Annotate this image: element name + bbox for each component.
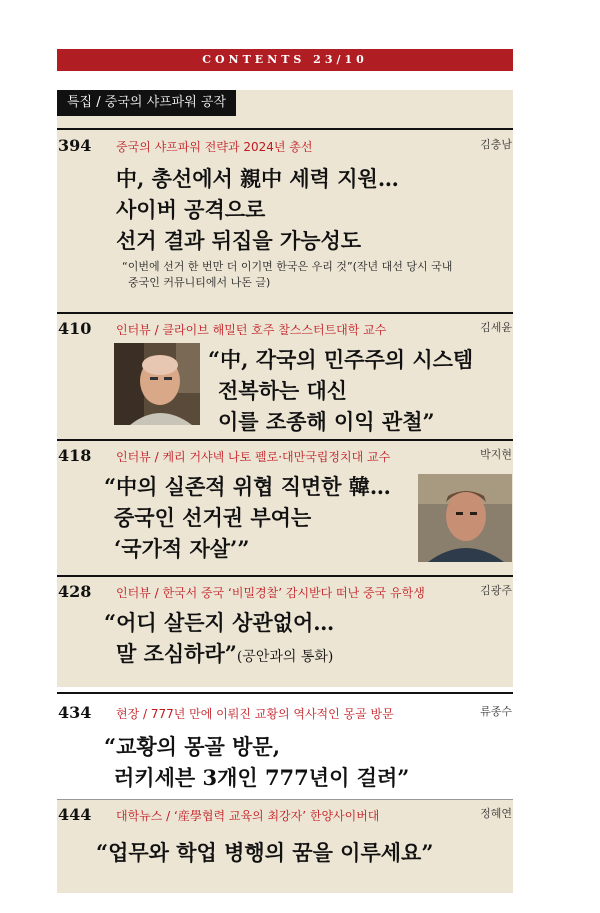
article-author: 김세윤 bbox=[480, 321, 512, 334]
article-author: 박지현 bbox=[480, 448, 512, 461]
page-number: 428 bbox=[58, 582, 92, 601]
article-headline bbox=[104, 471, 391, 564]
headline-line: “어디 살든지 상관없어… bbox=[104, 610, 335, 635]
divider-rule bbox=[57, 799, 513, 800]
article-kicker: 대학뉴스 / ‘産學협력 교육의 최강자’ 한양사이버대 bbox=[116, 809, 380, 823]
headline-line: ‘국가적 자살’” bbox=[114, 536, 250, 561]
portrait-photo bbox=[114, 343, 200, 425]
article-author: 김광주 bbox=[480, 584, 512, 597]
article-author: 류종수 bbox=[480, 705, 512, 718]
headline-line: 중국인 선거권 부여는 bbox=[114, 505, 312, 530]
headline-suffix: (공안과의 통화) bbox=[236, 649, 334, 665]
article-headline bbox=[104, 731, 409, 793]
headline-line: 말 조심하라” bbox=[116, 641, 237, 666]
article-headline bbox=[116, 163, 399, 256]
article-kicker: 인터뷰 / 한국서 중국 ‘비밀경찰’ 감시받다 떠난 중국 유학생 bbox=[116, 586, 425, 600]
contents-header-bar bbox=[57, 49, 513, 71]
article-dek bbox=[122, 259, 502, 291]
page-number: 394 bbox=[58, 136, 92, 155]
article-author: 김충남 bbox=[480, 138, 512, 151]
section-label bbox=[57, 90, 236, 116]
headline-line: 사이버 공격으로 bbox=[116, 197, 266, 222]
article-headline bbox=[104, 607, 334, 673]
divider-rule bbox=[57, 692, 513, 694]
portrait-photo bbox=[418, 474, 512, 562]
divider-rule bbox=[57, 312, 513, 314]
dek-line: “이번에 선거 한 번만 더 이기면 한국은 우리 것”(작년 대선 당시 국내 bbox=[122, 260, 453, 273]
headline-line: 선거 결과 뒤집을 가능성도 bbox=[116, 228, 362, 253]
article-kicker: 중국의 샤프파워 전략과 2024년 총선 bbox=[116, 140, 313, 154]
headline-line: 러키세븐 3개인 777년이 걸려” bbox=[114, 765, 410, 790]
contents-label: CONTENTS 23/10 bbox=[202, 53, 368, 66]
article-author: 정혜연 bbox=[480, 807, 512, 820]
article-kicker: 인터뷰 / 클라이브 해밀턴 호주 찰스스터트대학 교수 bbox=[116, 323, 387, 337]
page-number: 410 bbox=[58, 319, 92, 338]
page-number: 444 bbox=[58, 805, 92, 824]
article-kicker: 인터뷰 / 케리 거샤넥 나토 펠로·대만국립정치대 교수 bbox=[116, 450, 391, 464]
headline-line: “교황의 몽골 방문, bbox=[104, 734, 281, 759]
page-number: 434 bbox=[58, 703, 92, 722]
headline-line: 이를 조종해 이익 관철” bbox=[218, 409, 435, 434]
divider-rule bbox=[57, 575, 513, 577]
headline-line: “中의 실존적 위협 직면한 韓… bbox=[104, 474, 391, 499]
page-number: 418 bbox=[58, 446, 92, 465]
article-headline bbox=[96, 837, 433, 868]
headline-line: “中, 각국의 민주주의 시스템 bbox=[208, 347, 474, 372]
article-headline bbox=[208, 344, 473, 437]
headline-line: 中, 총선에서 親中 세력 지원… bbox=[116, 166, 399, 191]
headline-line: 전복하는 대신 bbox=[218, 378, 348, 403]
divider-rule bbox=[57, 439, 513, 441]
headline-line: “업무와 학업 병행의 꿈을 이루세요” bbox=[96, 840, 434, 865]
article-kicker: 현장 / 777년 만에 이뤄진 교황의 역사적인 몽골 방문 bbox=[116, 707, 394, 721]
section-label-text: 특집 / 중국의 샤프파워 공작 bbox=[67, 95, 227, 110]
divider-rule bbox=[57, 128, 513, 130]
dek-line: 중국인 커뮤니티에서 나돈 글) bbox=[128, 276, 271, 289]
